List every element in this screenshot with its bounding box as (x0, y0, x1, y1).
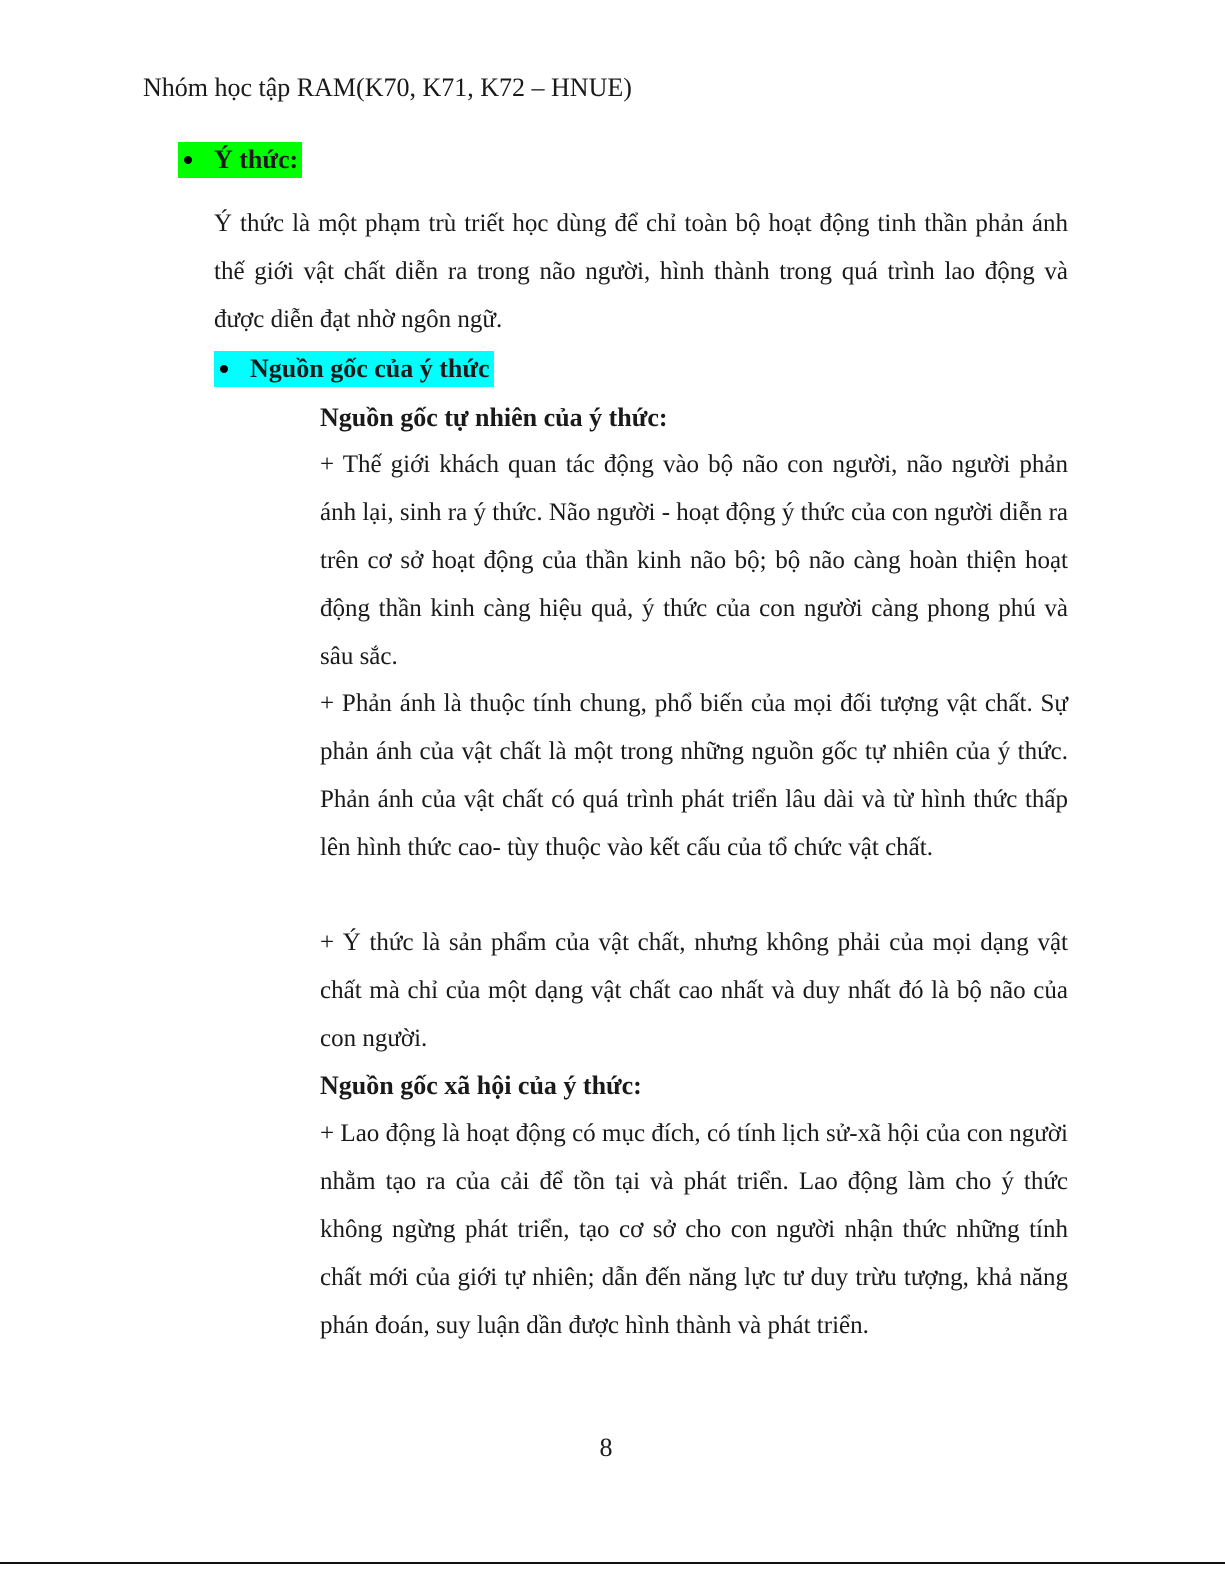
bullet-heading-y-thuc (178, 142, 302, 178)
natural-point-2: + Phản ánh là thuộc tính chung, phổ biến của mọi đối tượng vật chất. Sự phản ánh của vật chất là một trong những nguồn gốc tự nhiên của ý thức. Phản ánh của vật chất có quá trình phát triển lâu dài và từ hình thức thấp lên hình thức cao- tùy thuộc vào kết cấu của tổ chức vật chất. (320, 690, 1068, 861)
page-header: Nhóm học tập RAM(K70, K71, K72 – HNUE) (143, 73, 632, 102)
page-bottom-rule (0, 1562, 1225, 1564)
page-number: 8 (599, 1433, 613, 1462)
heading-nguon-goc: Nguồn gốc của ý thức (250, 354, 490, 383)
subheading-natural-origin: Nguồn gốc tự nhiên của ý thức: (320, 403, 668, 432)
bullet-icon (184, 156, 192, 164)
natural-point-1: + Thế giới khách quan tác động vào bộ não con người, não người phản ánh lại, sinh ra ý thức. Não người - hoạt động ý thức của con người diễn ra trên cơ sở hoạt động của thần kinh não bộ; bộ não càng hoàn thiện hoạt động thần kinh càng hiệu quả, ý thức của con người càng phong phú và sâu sắc. (320, 451, 1068, 670)
bullet-icon (220, 365, 228, 373)
natural-point-3: + Ý thức là sản phẩm của vật chất, nhưng không phải của mọi dạng vật chất mà chỉ của một dạng vật chất cao nhất và duy nhất đó là bộ não của con người. (320, 929, 1068, 1052)
social-point-1: + Lao động là hoạt động có mục đích, có tính lịch sử-xã hội của con người nhằm tạo ra của cải để tồn tại và phát triển. Lao động làm cho ý thức không ngừng phát triển, tạo cơ sở cho con người nhận thức những tính chất mới của giới tự nhiên; dẫn đến năng lực tư duy trừu tượng, khả năng phán đoán, suy luận dần được hình thành và phát triển. (320, 1120, 1068, 1339)
subheading-social-origin: Nguồn gốc xã hội của ý thức: (320, 1071, 642, 1100)
bullet-heading-nguon-goc (214, 351, 494, 387)
heading-y-thuc: Ý thức: (214, 145, 299, 174)
definition-paragraph: Ý thức là một phạm trù triết học dùng để chỉ toàn bộ hoạt động tinh thần phản ánh thế giới vật chất diễn ra trong não người, hình thành trong quá trình lao động và được diễn đạt nhờ ngôn ngữ. (214, 210, 1068, 333)
